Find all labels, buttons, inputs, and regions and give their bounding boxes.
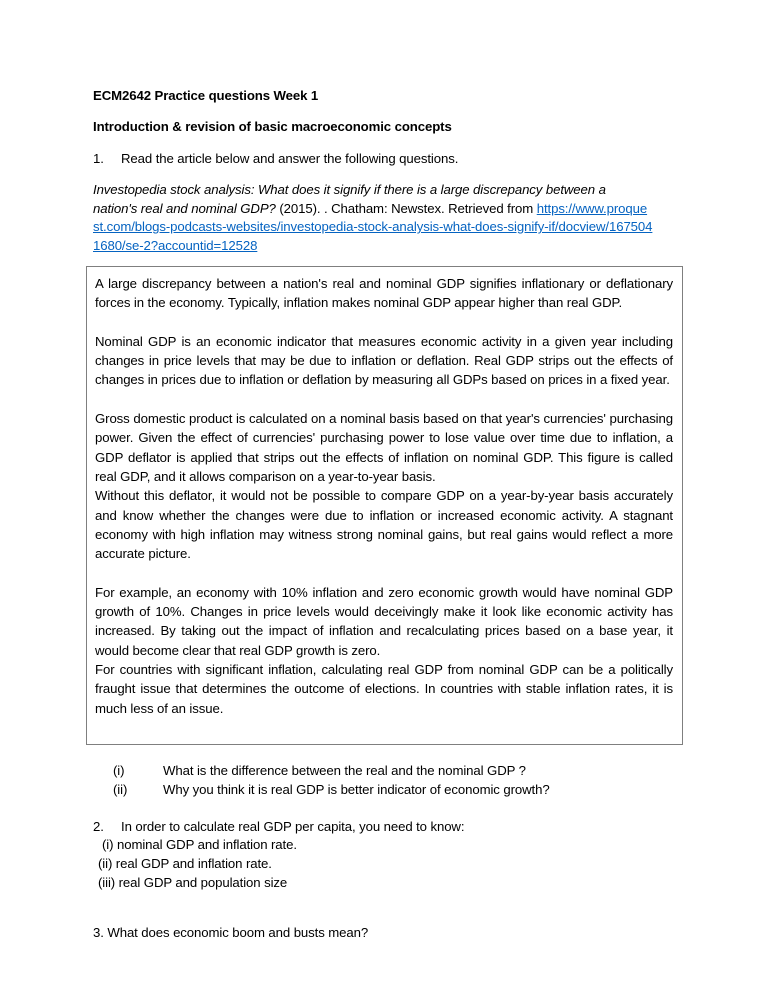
question-1-number: 1. [93,151,104,166]
article-paragraph: For example, an economy with 10% inflation and zero economic growth would have nominal GDP growth of 10%. Changes in price levels would deceivingly make it look like economic activity has increased. By taking out the impact of inflation and recalculating prices based on a base year, it would become clear that real GDP growth is zero. [95,584,673,658]
citation-url-link[interactable]: https://www.proquest.com/blogs-podcasts-websites/investopedia-stock-analysis-what-does-signify-if/docview/1675041680/se-2?accountid=12528 [93,200,653,253]
page-title: ECM2642 Practice questions Week 1 [93,88,319,103]
question-3: 3. What does economic boom and busts mean? [93,924,369,940]
article-paragraph: Nominal GDP is an economic indicator that measures economic activity in a given year including changes in price levels that may be due to inflation or deflation. Real GDP strips out the effects of changes in prices due to inflation or deflation by measuring all GDPs based on prices in a fixed year. [95,333,673,388]
question-2 [93,818,682,892]
sub-question-i-marker: (i) [113,762,125,778]
citation [93,181,653,255]
sub-questions-list [93,761,682,799]
article-excerpt-box [86,266,683,745]
sub-question-ii-marker: (ii) [113,781,128,797]
question-1 [93,150,682,167]
question-2-text: In order to calculate real GDP per capita, you need to know: [121,818,465,834]
question-1-text: Read the article below and answer the following questions. [121,151,459,166]
sub-question-i [93,761,682,780]
question-2-option-i: (i) nominal GDP and inflation rate. [102,836,297,852]
article-paragraph: Without this deflator, it would not be possible to compare GDP on a year-by-year basis accurately and know whether the changes were due to inflation or increased economic activity. A stagnant economy with high inflation may witness strong nominal gains, but real gains would reflect a more accurate picture. [95,488,673,562]
question-2-number: 2. [93,818,104,834]
sub-question-i-text: What is the difference between the real and the nominal GDP ? [163,762,526,778]
question-2-option-ii: (ii) real GDP and inflation rate. [98,855,272,871]
article-paragraph: A large discrepancy between a nation's real and nominal GDP signifies inflationary or deflationary forces in the economy. Typically, inflation makes nominal GDP appear higher than real GDP. [95,276,673,311]
article-paragraph: Gross domestic product is calculated on a nominal basis based on that year's currencies' purchasing power. Given the effect of currencies' purchasing power to lose value over time due to inflation, a GDP deflator is applied that strips out the effects of inflation on nominal GDP. This figure is called real GDP, and it allows comparison on a year-to-year basis. [95,411,673,484]
sub-question-ii [93,780,682,799]
article-paragraph: For countries with significant inflation, calculating real GDP from nominal GDP can be a politically fraught issue that determines the outcome of elections. In countries with stable inflation rates, it is much less of an issue. [95,661,673,716]
question-2-option-iii: (iii) real GDP and population size [98,874,288,890]
citation-source: (2015). . Chatham: Newstex. Retrieved from [275,200,537,216]
page-subtitle: Introduction & revision of basic macroeconomic concepts [93,119,452,134]
sub-question-ii-text: Why you think it is real GDP is better indicator of economic growth? [163,781,550,797]
citation-title: Investopedia stock analysis: What does it signify if there is a large discrepancy between a nation's real and nominal GDP? [93,182,606,216]
question-2-options [93,835,682,892]
question-2-stem [93,818,682,835]
